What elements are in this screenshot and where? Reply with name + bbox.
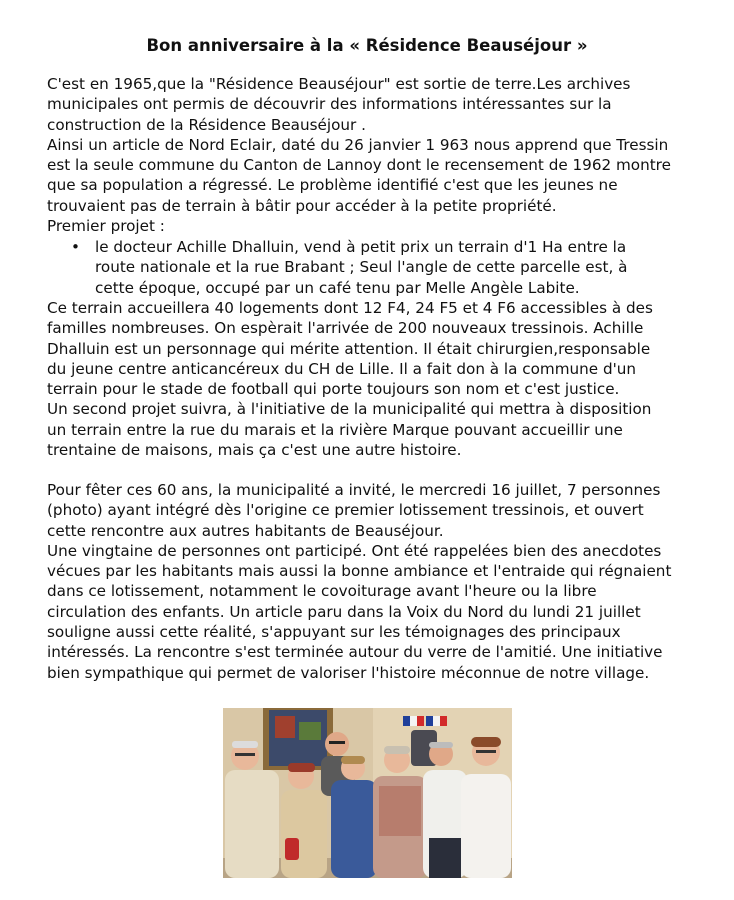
photo-window-accent xyxy=(275,716,295,738)
person-body xyxy=(461,774,511,878)
group-photo xyxy=(223,708,512,878)
text-line: souligne aussi cette réalité, s'appuyant sur les témoignages des principaux xyxy=(47,623,621,642)
person-hair xyxy=(341,756,365,764)
photo-window-accent xyxy=(299,722,321,740)
paragraph-intro xyxy=(47,74,692,236)
text-line: C'est en 1965,que la "Résidence Beauséjour" est sortie de terre.Les archives xyxy=(47,75,631,93)
text-line: Ainsi un article de Nord Eclair, daté du 26 janvier 1 963 nous apprend que Tressin xyxy=(47,135,669,154)
person-body xyxy=(331,780,377,878)
text-line: est la seule commune du Canton de Lannoy dont le recensement de 1962 montre xyxy=(47,156,671,175)
text-line: terrain pour le stade de football qui porte toujours son nom et c'est justice. xyxy=(47,380,620,399)
person-body xyxy=(225,770,279,878)
bullet-symbol: • xyxy=(71,238,80,256)
person-hair xyxy=(288,763,315,772)
person-glasses xyxy=(235,753,255,756)
paragraph-history xyxy=(47,298,692,460)
text-line: construction de la Résidence Beauséjour . xyxy=(47,115,366,134)
text-line: Dhalluin est un personnage qui mérite attention. Il était chirurgien,responsable xyxy=(47,339,651,358)
bullet-item xyxy=(95,237,627,298)
text-line: (photo) ayant intégré dès l'origine ce premier lotissement tressinois, et ouvert xyxy=(47,501,644,520)
text-line: un terrain entre la rue du marais et la rivière Marque pouvant accueillir une xyxy=(47,420,623,439)
group-photo-illustration xyxy=(223,708,512,878)
flag-white xyxy=(410,716,417,726)
flag-blue xyxy=(426,716,433,726)
text-line: que sa population a régressé. Le problème identifié c'est que les jeunes ne xyxy=(47,176,618,195)
text-line: vécues par les habitants mais aussi la bonne ambiance et l'entraide qui régnaient xyxy=(47,562,672,581)
text-line: Premier projet : xyxy=(47,217,165,236)
person-pattern xyxy=(379,786,421,836)
text-line: dans ce lotissement, notamment le covoiturage avant l'heure ou la libre xyxy=(47,582,597,601)
text-line: municipales ont permis de découvrir des informations intéressantes sur la xyxy=(47,95,612,114)
text-line: bien sympathique qui permet de valoriser l'histoire méconnue de notre village. xyxy=(47,663,650,682)
text-line: du jeune centre anticancéreux du CH de Lille. Il a fait don à la commune d'un xyxy=(47,359,637,378)
person-body xyxy=(281,790,327,878)
text-line: intéressés. La rencontre s'est terminée autour du verre de l'amitié. Une initiative xyxy=(47,643,663,662)
person-hair xyxy=(471,737,501,747)
person-hair xyxy=(429,742,453,748)
person-glasses xyxy=(329,741,345,744)
person-bag xyxy=(285,838,299,860)
text-line: route nationale et la rue Brabant ; Seul l'angle de cette parcelle est, à xyxy=(95,258,628,277)
text-line: trouvaient pas de terrain à bâtir pour accéder à la petite propriété. xyxy=(47,196,557,215)
text-line: Une vingtaine de personnes ont participé. Ont été rappelées bien des anecdotes xyxy=(47,541,662,560)
text-line: Pour fêter ces 60 ans, la municipalité a invité, le mercredi 16 juillet, 7 personnes xyxy=(47,481,661,499)
bullet-list xyxy=(47,237,692,299)
person-hair xyxy=(232,741,258,748)
text-line: circulation des enfants. Un article paru dans la Voix du Nord du lundi 21 juillet xyxy=(47,602,641,621)
flag-white xyxy=(433,716,440,726)
flag-red xyxy=(440,716,447,726)
text-line: Ce terrain accueillera 40 logements dont 12 F4, 24 F5 et 4 F6 accessibles à des xyxy=(47,299,653,317)
text-line: Un second projet suivra, à l'initiative de la municipalité qui mettra à disposition xyxy=(47,400,652,419)
text-line: trentaine de maisons, mais ça c'est une autre histoire. xyxy=(47,441,462,460)
text-line: familles nombreuses. On espèrait l'arrivée de 200 nouveaux tressinois. Achille xyxy=(47,319,644,338)
text-line: cette époque, occupé par un café tenu par Melle Angèle Labite. xyxy=(95,278,580,297)
flag-red xyxy=(417,716,424,726)
paragraph-celebration xyxy=(47,480,692,683)
person-hair xyxy=(384,746,410,754)
text-line: cette rencontre aux autres habitants de Beauséjour. xyxy=(47,521,444,540)
person-glasses xyxy=(476,750,496,753)
person-trousers xyxy=(429,838,461,878)
text-line: le docteur Achille Dhalluin, vend à petit prix un terrain d'1 Ha entre la xyxy=(95,238,627,256)
page-title: Bon anniversaire à la « Résidence Beauséjour » xyxy=(146,36,588,55)
flag-blue xyxy=(403,716,410,726)
